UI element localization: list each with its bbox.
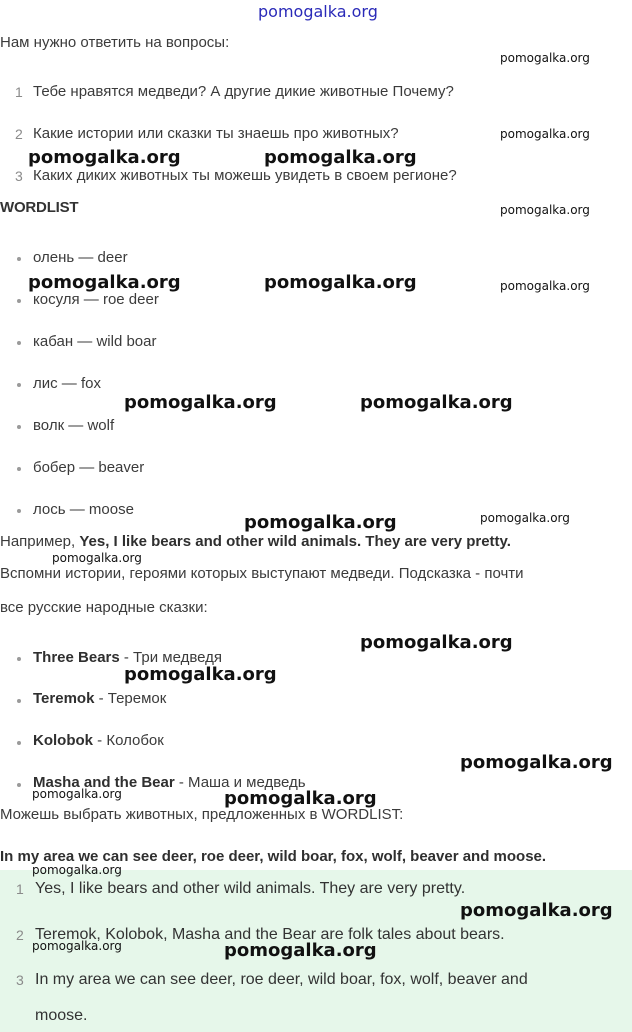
tale-translation: - Три медведя <box>119 649 223 666</box>
list-item: бобер — beaver <box>33 459 145 476</box>
watermark: pomogalka.org <box>32 863 122 877</box>
wordlist-heading: WORDLIST <box>0 199 79 216</box>
watermark: pomogalka.org <box>124 392 277 413</box>
bullet-icon <box>17 467 21 471</box>
question-text: Каких диких животных ты можешь увидеть в своем регионе? <box>33 167 457 184</box>
hint-line-2: все русские народные сказки: <box>0 599 208 616</box>
tale-title: Three Bears <box>33 649 120 666</box>
question-number: 3 <box>15 168 23 184</box>
tale-translation: - Теремок <box>94 690 167 707</box>
answer-text-continued: moose. <box>35 1007 88 1024</box>
watermark: pomogalka.org <box>500 127 590 141</box>
answer-text: Yes, I like bears and other wild animals. They are very pretty. <box>35 880 466 897</box>
watermark: pomogalka.org <box>224 940 377 961</box>
watermark: pomogalka.org <box>244 512 397 533</box>
answer-number: 3 <box>16 972 24 988</box>
bullet-icon <box>17 783 21 787</box>
watermark: pomogalka.org <box>500 279 590 293</box>
watermark: pomogalka.org <box>32 787 122 801</box>
watermark: pomogalka.org <box>28 147 181 168</box>
question-number: 1 <box>15 84 23 100</box>
list-item: лось — moose <box>33 501 134 518</box>
tale-title: Kolobok <box>33 732 93 749</box>
list-item: косуля — roe deer <box>33 291 159 308</box>
question-text: Какие истории или сказки ты знаешь про животных? <box>33 125 399 142</box>
question-number: 2 <box>15 126 23 142</box>
example-prefix: Например, <box>0 533 80 550</box>
bullet-icon <box>17 425 21 429</box>
example-answer: Yes, I like bears and other wild animals. They are very pretty. <box>79 533 511 550</box>
list-item: олень — deer <box>33 249 128 266</box>
answer-text: Teremok, Kolobok, Masha and the Bear are folk tales about bears. <box>35 926 505 943</box>
area-sentence: In my area we can see deer, roe deer, wild boar, fox, wolf, beaver and moose. <box>0 848 547 865</box>
bullet-icon <box>17 699 21 703</box>
watermark: pomogalka.org <box>52 551 142 565</box>
bullet-icon <box>17 299 21 303</box>
tale-translation: - Маша и медведь <box>174 774 306 791</box>
list-item: волк — wolf <box>33 417 115 434</box>
intro-text: Нам нужно ответить на вопросы: <box>0 34 230 51</box>
choose-text: Можешь выбрать животных, предложенных в WORDLIST: <box>0 806 404 823</box>
list-item <box>33 690 166 707</box>
list-item: кабан — wild boar <box>33 333 157 350</box>
tale-title: Masha and the Bear <box>33 774 175 791</box>
list-item <box>33 732 164 749</box>
answer-number: 2 <box>16 927 24 943</box>
watermark: pomogalka.org <box>500 51 590 65</box>
bullet-icon <box>17 509 21 513</box>
answer-text: In my area we can see deer, roe deer, wild boar, fox, wolf, beaver and <box>35 971 528 988</box>
watermark: pomogalka.org <box>264 272 417 293</box>
watermark: pomogalka.org <box>360 392 513 413</box>
bullet-icon <box>17 257 21 261</box>
tale-title: Teremok <box>33 690 95 707</box>
list-item: лис — fox <box>33 375 101 392</box>
answer-number: 1 <box>16 881 24 897</box>
question-text: Тебе нравятся медведи? А другие дикие животные Почему? <box>33 83 454 100</box>
tale-translation: - Колобок <box>93 732 164 749</box>
watermark: pomogalka.org <box>28 272 181 293</box>
watermark: pomogalka.org <box>224 788 377 809</box>
watermark: pomogalka.org <box>124 664 277 685</box>
watermark: pomogalka.org <box>480 511 570 525</box>
hint-line-1: Вспомни истории, героями которых выступают медведи. Подсказка - почти <box>0 565 524 582</box>
watermark: pomogalka.org <box>460 900 613 921</box>
watermark: pomogalka.org <box>460 752 613 773</box>
watermark: pomogalka.org <box>32 939 122 953</box>
watermark-top: pomogalka.org <box>258 2 378 21</box>
bullet-icon <box>17 383 21 387</box>
bullet-icon <box>17 341 21 345</box>
watermark: pomogalka.org <box>500 203 590 217</box>
watermark: pomogalka.org <box>264 147 417 168</box>
bullet-icon <box>17 657 21 661</box>
bullet-icon <box>17 741 21 745</box>
example-line <box>0 533 511 550</box>
watermark: pomogalka.org <box>360 632 513 653</box>
